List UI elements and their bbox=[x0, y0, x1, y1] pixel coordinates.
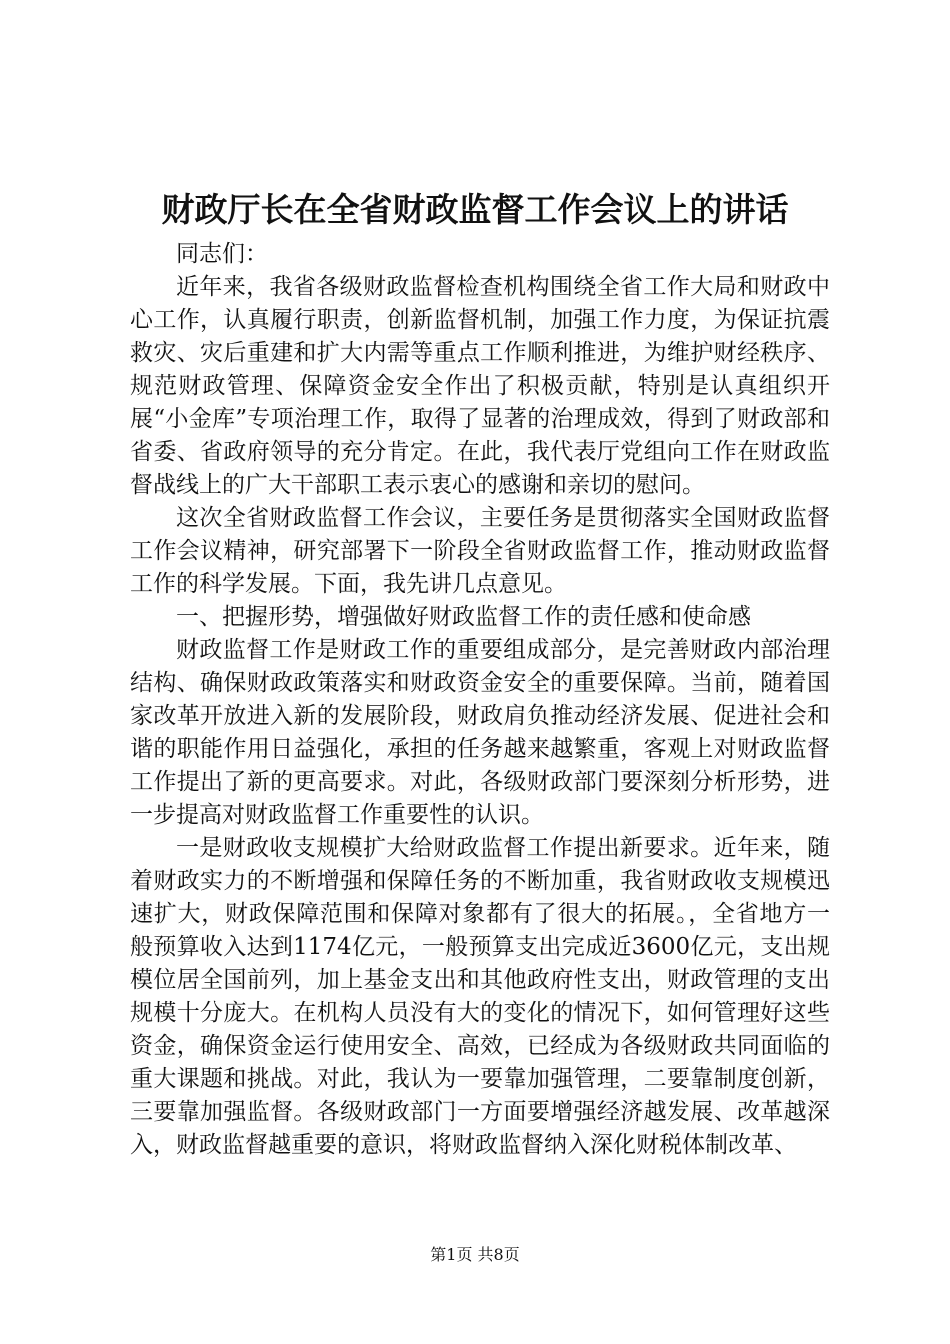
paragraph: 财政监督工作是财政工作的重要组成部分，是完善财政内部治理结构、确保财政政策落实和财政资金安全的重要保障。当前，随着国家改革开放进入新的发展阶段，财政肩负推动经济发展、促进社会和谐的职能作用日益强化，承担的任务越来越繁重，客观上对财政监督工作提出了新的更高要求。对此，各级财政部门要深刻分析形势，进一步提高对财政监督工作重要性的认识。 bbox=[130, 637, 830, 828]
salutation: 同志们： bbox=[176, 241, 268, 267]
document-body bbox=[130, 238, 830, 1162]
paragraph: 近年来，我省各级财政监督检查机构围绕全省工作大局和财政中心工作，认真履行职责，创新监督机制，加强工作力度，为保证抗震救灾、灾后重建和扩大内需等重点工作顺利推进，为维护财经秩序、规范财政管理、保障资金安全作出了积极贡献，特别是认真组织开展“小金库”专项治理工作，取得了显著的治理成效，得到了财政部和省委、省政府领导的充分肯定。在此，我代表厅党组向工作在财政监督战线上的广大干部职工表示衷心的感谢和亲切的慰问。 bbox=[130, 274, 830, 498]
paragraph: 一是财政收支规模扩大给财政监督工作提出新要求。近年来，随着财政实力的不断增强和保障任务的不断加重，我省财政收支规模迅速扩大，财政保障范围和保障对象都有了很大的拓展。，全省地方一般预算收入达到1174亿元，一般预算支出完成近3600亿元，支出规模位居全国前列，加上基金支出和其他政府性支出，财政管理的支出规模十分庞大。在机构人员没有大的变化的情况下，如何管理好这些资金，确保资金运行使用安全、高效，已经成为各级财政共同面临的重大课题和挑战。对此，我认为一要靠加强管理，二要靠制度创新，三要靠加强监督。各级财政部门一方面要增强经济越发展、改革越深入，财政监督越重要的意识，将财政监督纳入深化财税体制改革、 bbox=[130, 835, 830, 1158]
paragraph: 这次全省财政监督工作会议，主要任务是贯彻落实全国财政监督工作会议精神，研究部署下一阶段全省财政监督工作，推动财政监督工作的科学发展。下面，我先讲几点意见。 bbox=[130, 505, 830, 597]
page-footer: 第1页 共8页 bbox=[430, 1245, 520, 1264]
document-title: 财政厅长在全省财政监督工作会议上的讲话 bbox=[161, 190, 789, 229]
section-heading: 一、把握形势，增强做好财政监督工作的责任感和使命感 bbox=[176, 604, 751, 630]
